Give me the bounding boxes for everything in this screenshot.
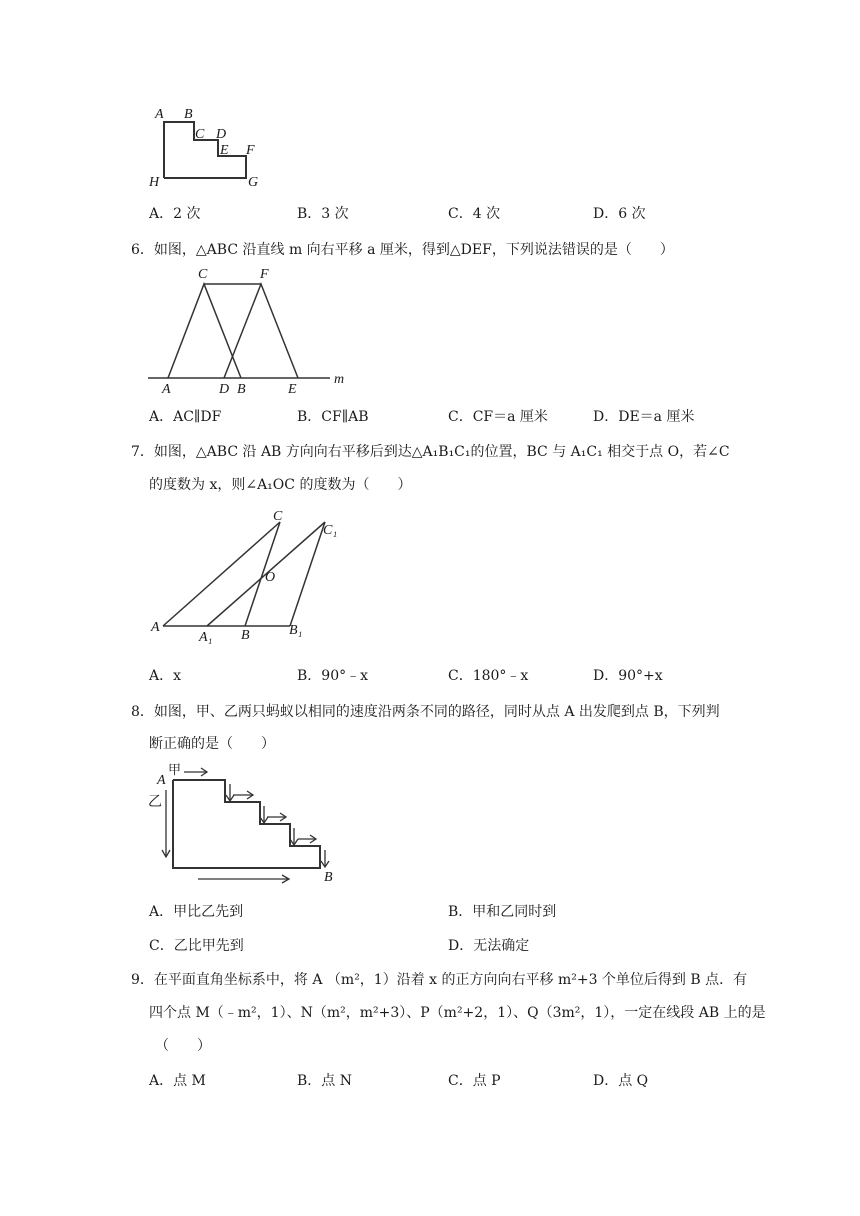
q6-stem: 6．如图，△ABC 沿直线 m 向右平移 a 厘米，得到△DEF，下列说法错误的是（ ） bbox=[131, 242, 674, 258]
q9-stem-line-1: 9．在平面直角坐标系中，将 A （m²，1）沿着 x 的正方向向右平移 m²+3 个单位后得到 B 点．有 bbox=[131, 972, 748, 988]
q9-option-b[interactable]: B．点 N bbox=[297, 1073, 352, 1089]
q5-label-h: H bbox=[149, 175, 160, 190]
q8-option-a[interactable]: A．甲比乙先到 bbox=[149, 904, 244, 920]
q5-label-b: B bbox=[184, 107, 193, 122]
q6-label-f: F bbox=[260, 267, 269, 282]
q5-option-a[interactable]: A．2 次 bbox=[149, 206, 201, 222]
q7-option-a[interactable]: A．x bbox=[149, 668, 182, 684]
q5-label-e: E bbox=[220, 143, 229, 158]
q9-stem-line-3: （ ） bbox=[155, 1038, 211, 1054]
q7-label-a1: A₁ bbox=[199, 630, 213, 645]
q7-label-o: O bbox=[265, 570, 276, 585]
q7-option-b[interactable]: B．90°﹣x bbox=[297, 668, 368, 684]
q9-option-c[interactable]: C．点 P bbox=[448, 1073, 501, 1089]
q9-stem-line-2: 四个点 M（﹣m²，1）、N（m²，m²+3）、P（m²+2，1）、Q（3m²，1），一定在线段 AB 上的是 bbox=[149, 1005, 766, 1021]
q9-option-d[interactable]: D．点 Q bbox=[593, 1073, 649, 1089]
q6-label-c: C bbox=[198, 267, 208, 282]
q5-label-g: G bbox=[248, 175, 259, 190]
q6-label-d: D bbox=[219, 382, 230, 397]
q7-stem-line-1: 7．如图，△ABC 沿 AB 方向向右平移后到达△A₁B₁C₁的位置，BC 与 A₁C₁ 相交于点 O，若∠C bbox=[131, 444, 730, 460]
q7-option-d[interactable]: D．90°+x bbox=[593, 668, 663, 684]
q6-option-b[interactable]: B．CF∥AB bbox=[297, 409, 369, 425]
q8-label-b: B bbox=[324, 870, 333, 885]
q6-label-e: E bbox=[288, 382, 297, 397]
q8-label-yi: 乙 bbox=[148, 795, 162, 810]
q8-option-b[interactable]: B．甲和乙同时到 bbox=[448, 904, 557, 920]
q5-label-f: F bbox=[246, 143, 255, 158]
q8-option-d[interactable]: D．无法确定 bbox=[448, 938, 530, 954]
q5-option-c[interactable]: C．4 次 bbox=[448, 206, 501, 222]
q5-figure bbox=[140, 100, 270, 190]
q9-option-a[interactable]: A．点 M bbox=[149, 1073, 206, 1089]
q5-label-c: C bbox=[195, 127, 205, 142]
q6-label-b: B bbox=[237, 382, 246, 397]
q8-stem-line-2: 断正确的是（ ） bbox=[149, 736, 275, 752]
q7-figure bbox=[145, 506, 345, 646]
q5-label-d: D bbox=[216, 127, 227, 142]
q5-option-b[interactable]: B．3 次 bbox=[297, 206, 349, 222]
q7-label-b1: B₁ bbox=[289, 623, 303, 638]
q5-label-a: A bbox=[155, 107, 164, 122]
q7-label-c1: C₁ bbox=[323, 523, 338, 538]
q7-stem-line-2: 的度数为 x，则∠A₁OC 的度数为（ ） bbox=[149, 477, 412, 493]
q8-stem-line-1: 8．如图，甲、乙两只蚂蚁以相同的速度沿两条不同的路径，同时从点 A 出发爬到点 B，下列判 bbox=[131, 704, 720, 720]
q7-label-b: B bbox=[241, 628, 250, 643]
q8-label-jia: 甲 bbox=[168, 762, 182, 777]
q7-label-c: C bbox=[273, 509, 283, 524]
q6-label-a: A bbox=[162, 382, 171, 397]
q8-option-c[interactable]: C．乙比甲先到 bbox=[149, 938, 244, 954]
q6-label-m: m bbox=[334, 372, 345, 387]
q6-figure bbox=[140, 258, 360, 398]
q5-option-d[interactable]: D．6 次 bbox=[593, 206, 646, 222]
q6-option-a[interactable]: A．AC∥DF bbox=[149, 409, 222, 425]
q7-option-c[interactable]: C．180°﹣x bbox=[448, 668, 529, 684]
q7-label-a: A bbox=[151, 620, 160, 635]
q6-option-c[interactable]: C．CF＝a 厘米 bbox=[448, 409, 548, 425]
q8-figure bbox=[140, 760, 350, 885]
q6-option-d[interactable]: D．DE＝a 厘米 bbox=[593, 409, 695, 425]
q8-label-a: A bbox=[157, 773, 166, 788]
